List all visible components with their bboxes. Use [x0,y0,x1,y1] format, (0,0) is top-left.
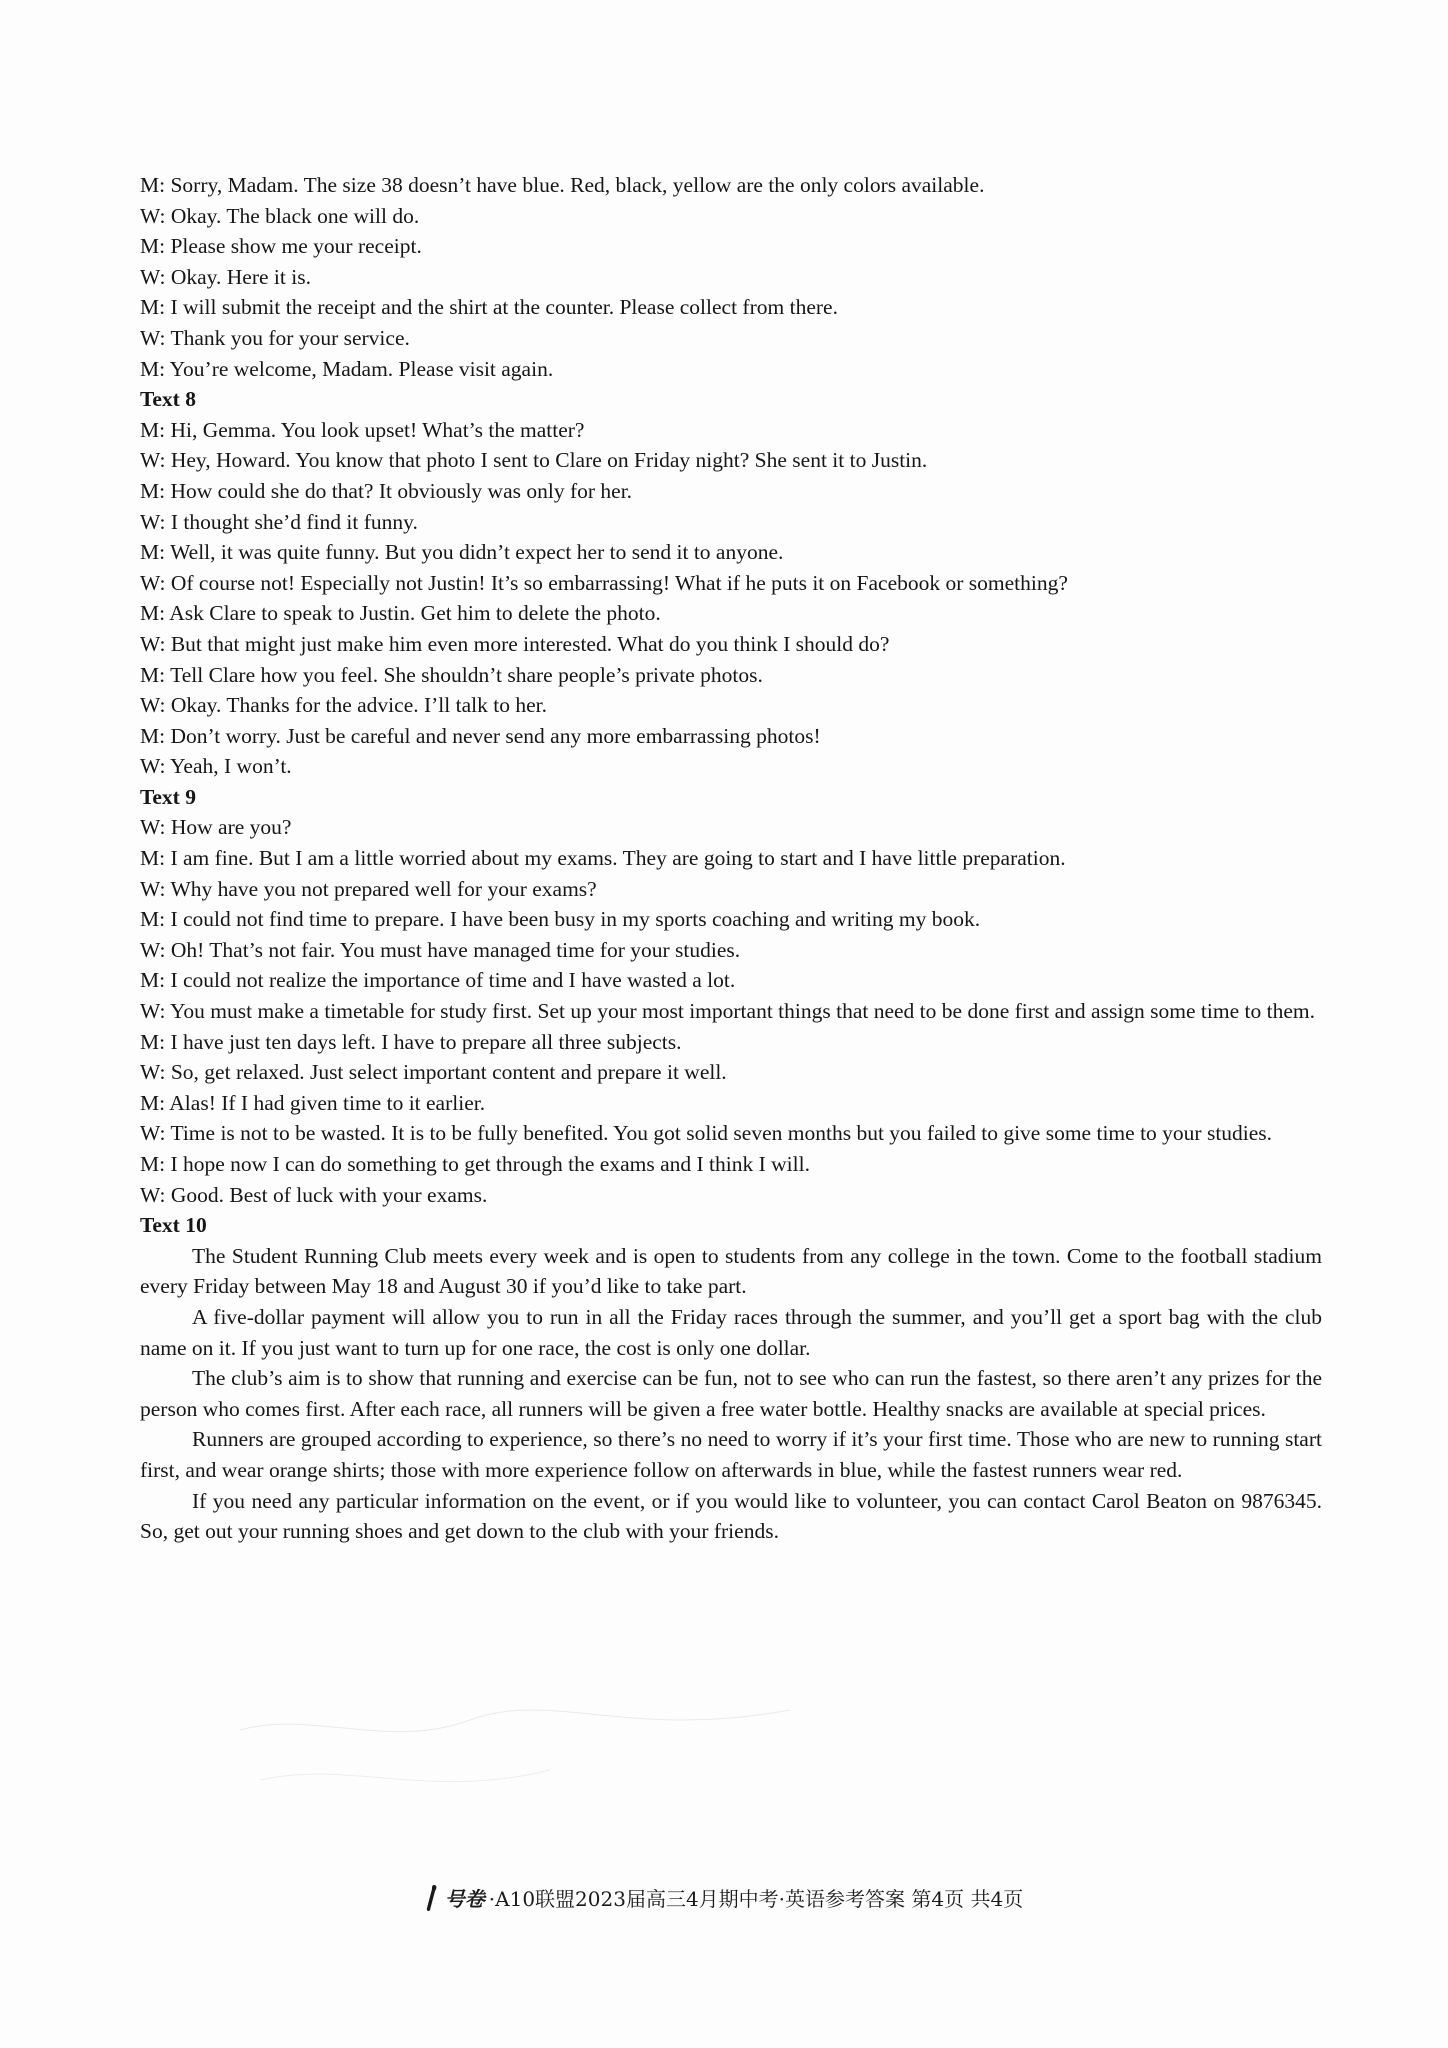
monologue-paragraph: A five-dollar payment will allow you to run in all the Friday races through the summer, and you’ll get a sport bag with the club name on it. If you just want to turn up for one race, the cost is only one dollar. [140,1304,1322,1360]
dialogue-line: M: I could not find time to prepare. I have been busy in my sports coaching and writing my book. [140,907,981,932]
dialogue-line: W: Good. Best of luck with your exams. [140,1182,488,1207]
dialogue-line: W: Okay. The black one will do. [140,203,420,228]
monologue-paragraph: The club’s aim is to show that running and exercise can be fun, not to see who can run the fastest, so there aren’t any prizes for the person who comes first. After each race, all runners will be given a free water bottle. Healthy snacks are available at special prices. [140,1366,1322,1421]
dialogue-line: W: Oh! That’s not fair. You must have managed time for your studies. [140,937,741,962]
dialogue-line: M: Ask Clare to speak to Justin. Get him to delete the photo. [140,601,661,626]
dialogue-line: W: Okay. Here it is. [140,264,311,289]
scan-smudge [230,1690,830,1830]
dialogue-line: W: So, get relaxed. Just select important content and prepare it well. [140,1060,727,1085]
dialogue-line: M: Hi, Gemma. You look upset! What’s the matter? [140,417,585,442]
dialogue-line: W: Hey, Howard. You know that photo I sent to Clare on Friday night? She sent it to Justin. [140,448,928,473]
dialogue-line: M: I have just ten days left. I have to prepare all three subjects. [140,1029,682,1054]
dialogue-line: M: Don’t worry. Just be careful and never send any more embarrassing photos! [140,723,821,748]
text9-section [140,782,1322,1210]
listening-transcript [140,170,1322,1547]
text8-section [140,384,1322,782]
dialogue-line: W: I thought she’d find it funny. [140,509,418,534]
brush-logo-icon [425,1884,439,1912]
text7-tail [140,170,1322,384]
dialogue-line: M: You’re welcome, Madam. Please visit again. [140,356,554,381]
dialogue-line: W: But that might just make him even more interested. What do you think I should do? [140,631,890,656]
brand-name: 号卷 [444,1887,485,1911]
dialogue-line: W: Yeah, I won’t. [140,754,292,779]
dialogue-line: M: Alas! If I had given time to it earlier. [140,1090,486,1115]
dialogue-line: M: I am fine. But I am a little worried about my exams. They are going to start and I have little preparation. [140,846,1066,871]
dialogue-line: W: Of course not! Especially not Justin! It’s so embarrassing! What if he puts it on Facebook or something? [140,570,1068,595]
dialogue-line: M: How could she do that? It obviously was only for her. [140,478,633,503]
dialogue-line: W: How are you? [140,815,292,840]
section-heading: Text 8 [140,387,196,412]
dialogue-line: M: Well, it was quite funny. But you didn’t expect her to send it to anyone. [140,540,784,565]
dialogue-line: W: Okay. Thanks for the advice. I’ll talk to her. [140,693,547,718]
monologue-paragraph: Runners are grouped according to experience, so there’s no need to worry if it’s your first time. Those who are new to running start first, and wear orange shirts; those with more experience follow on afterwards in blue, while the fastest runners wear red. [140,1427,1322,1482]
monologue-paragraph: The Student Running Club meets every week and is open to students from any college in the town. Come to the football stadium every Friday between May 18 and August 30 if you’d like to take part. [140,1243,1322,1299]
dialogue-line: M: Tell Clare how you feel. She shouldn’t share people’s private photos. [140,662,763,687]
section-heading: Text 10 [140,1213,207,1238]
dialogue-line: M: I hope now I can do something to get through the exams and I think I will. [140,1152,810,1176]
text10-section [140,1210,1322,1547]
monologue-paragraph: If you need any particular information on the event, or if you would like to volunteer, you can contact Carol Beaton on 9876345. So, get out your running shoes and get down to the club with your friends. [140,1488,1322,1544]
page-footer [0,1883,1448,1912]
section-heading: Text 9 [140,784,196,809]
dialogue-line: W: Why have you not prepared well for your exams? [140,876,597,901]
dialogue-line: W: Time is not to be wasted. It is to be fully benefited. You got solid seven months but you failed to give some time to your studies. [140,1121,1273,1146]
dialogue-line: M: Sorry, Madam. The size 38 doesn’t have blue. Red, black, yellow are the only colors available. [140,173,985,197]
dialogue-line: M: Please show me your receipt. [140,234,422,259]
dialogue-line: M: I could not realize the importance of time and I have wasted a lot. [140,968,736,993]
footer-text: ·A10联盟2023届高三4月期中考·英语参考答案 第4页 共4页 [488,1887,1024,1911]
dialogue-line: W: You must make a timetable for study first. Set up your most important things that need to be done first and assign some time to them. [140,999,1315,1024]
dialogue-line: W: Thank you for your service. [140,325,410,350]
dialogue-line: M: I will submit the receipt and the shirt at the counter. Please collect from there. [140,295,838,320]
